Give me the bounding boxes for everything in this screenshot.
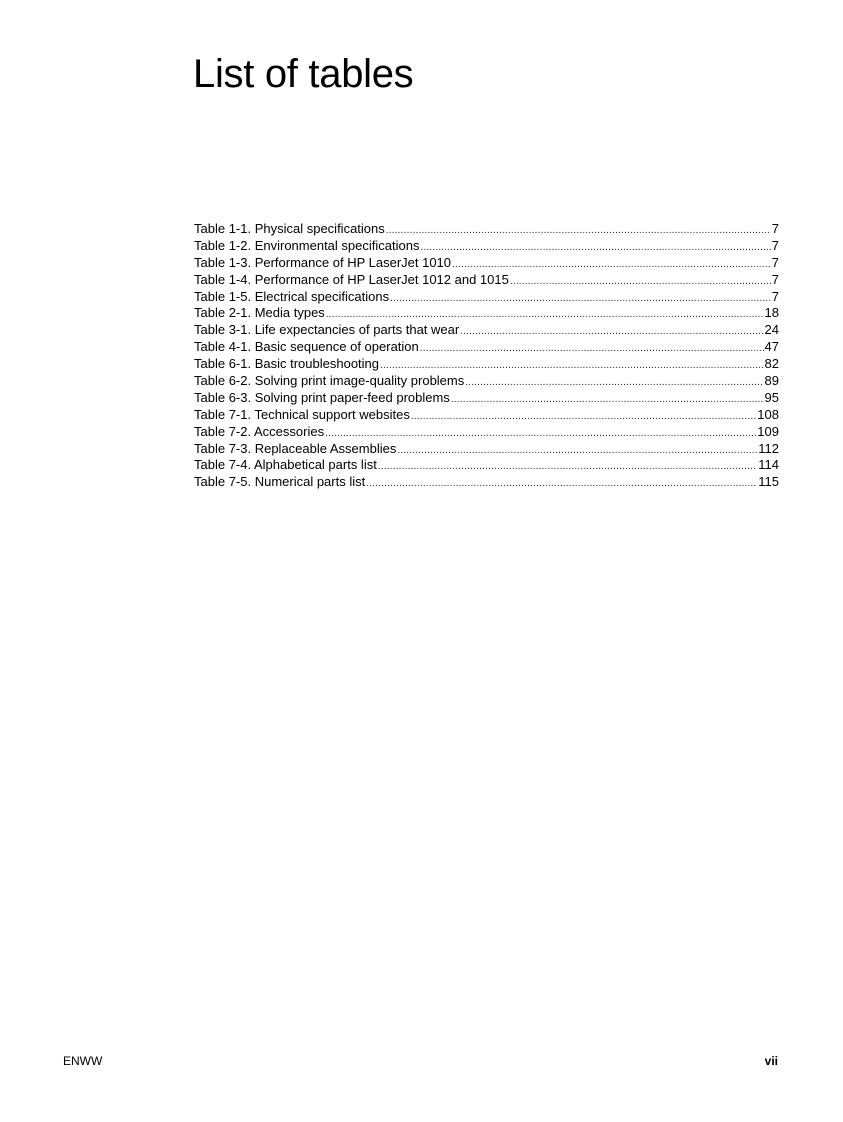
toc-entry-page: 115: [758, 474, 779, 490]
toc-entry-page: 82: [764, 356, 779, 372]
toc-entry[interactable]: [194, 390, 779, 407]
toc-entry[interactable]: [194, 474, 779, 491]
toc-entry-label: Table 6-2. Solving print image-quality problems: [194, 373, 465, 389]
toc-entry-label: Table 1-2. Environmental specifications: [194, 237, 420, 253]
toc-entry-label: Table 6-1. Basic troubleshooting: [194, 356, 380, 372]
toc-entry-page: 24: [764, 322, 779, 338]
toc-entry-label: Table 2-1. Media types: [194, 305, 325, 321]
dot-leader: [390, 291, 771, 308]
toc-entry[interactable]: [194, 407, 779, 424]
toc-entry[interactable]: [194, 272, 779, 289]
toc-entry[interactable]: [194, 221, 779, 238]
toc-entry[interactable]: [194, 339, 779, 356]
toc-entry-label: Table 7-2. Accessories: [194, 423, 325, 439]
dot-leader: [366, 476, 757, 493]
toc-entry-page: 18: [764, 305, 779, 321]
toc-entry-label: Table 6-3. Solving print paper-feed problems: [194, 389, 450, 405]
toc-entry[interactable]: [194, 373, 779, 390]
toc-entry[interactable]: [194, 322, 779, 339]
dot-leader: [397, 443, 757, 460]
toc-entry-page: 95: [764, 389, 779, 405]
toc-entry-label: Table 7-3. Replaceable Assemblies: [194, 440, 397, 456]
toc-entry-label: Table 3-1. Life expectancies of parts that wear: [194, 322, 460, 338]
toc-entry[interactable]: [194, 305, 779, 322]
dot-leader: [378, 459, 757, 476]
table-list: [194, 221, 779, 491]
dot-leader: [451, 392, 764, 409]
toc-entry-page: 89: [764, 373, 779, 389]
toc-entry-page: 108: [757, 406, 779, 422]
toc-entry-label: Table 7-5. Numerical parts list: [194, 474, 366, 490]
toc-entry-page: 7: [771, 254, 779, 270]
page-title: List of tables: [193, 52, 414, 96]
toc-entry[interactable]: [194, 238, 779, 255]
dot-leader: [411, 409, 756, 426]
toc-entry-label: Table 1-4. Performance of HP LaserJet 1012 and 1015: [194, 271, 509, 287]
dot-leader: [386, 223, 771, 240]
toc-entry-page: 47: [764, 339, 779, 355]
dot-leader: [460, 324, 763, 341]
toc-entry[interactable]: [194, 356, 779, 373]
toc-entry-page: 7: [771, 237, 779, 253]
dot-leader: [420, 341, 764, 358]
toc-entry[interactable]: [194, 457, 779, 474]
toc-entry-label: Table 1-5. Electrical specifications: [194, 288, 390, 304]
toc-entry-page: 114: [758, 457, 779, 473]
toc-entry-label: Table 4-1. Basic sequence of operation: [194, 339, 419, 355]
dot-leader: [510, 274, 771, 291]
footer-page-number: vii: [764, 1054, 778, 1068]
toc-entry-label: Table 1-3. Performance of HP LaserJet 1010: [194, 254, 452, 270]
dot-leader: [465, 375, 763, 392]
toc-entry-page: 7: [771, 221, 779, 236]
toc-entry-label: Table 7-4. Alphabetical parts list: [194, 457, 377, 473]
toc-entry[interactable]: [194, 441, 779, 458]
toc-entry-label: Table 1-1. Physical specifications: [194, 221, 385, 236]
toc-entry[interactable]: [194, 424, 779, 441]
footer-doc-code: ENWW: [63, 1054, 103, 1068]
dot-leader: [420, 240, 770, 257]
toc-entry-label: Table 7-1. Technical support websites: [194, 406, 410, 422]
toc-entry-page: 7: [771, 271, 779, 287]
toc-entry-page: 112: [758, 440, 779, 456]
toc-entry-page: 109: [757, 423, 779, 439]
toc-entry-page: 7: [771, 288, 779, 304]
toc-entry[interactable]: [194, 255, 779, 272]
toc-entry[interactable]: [194, 289, 779, 306]
